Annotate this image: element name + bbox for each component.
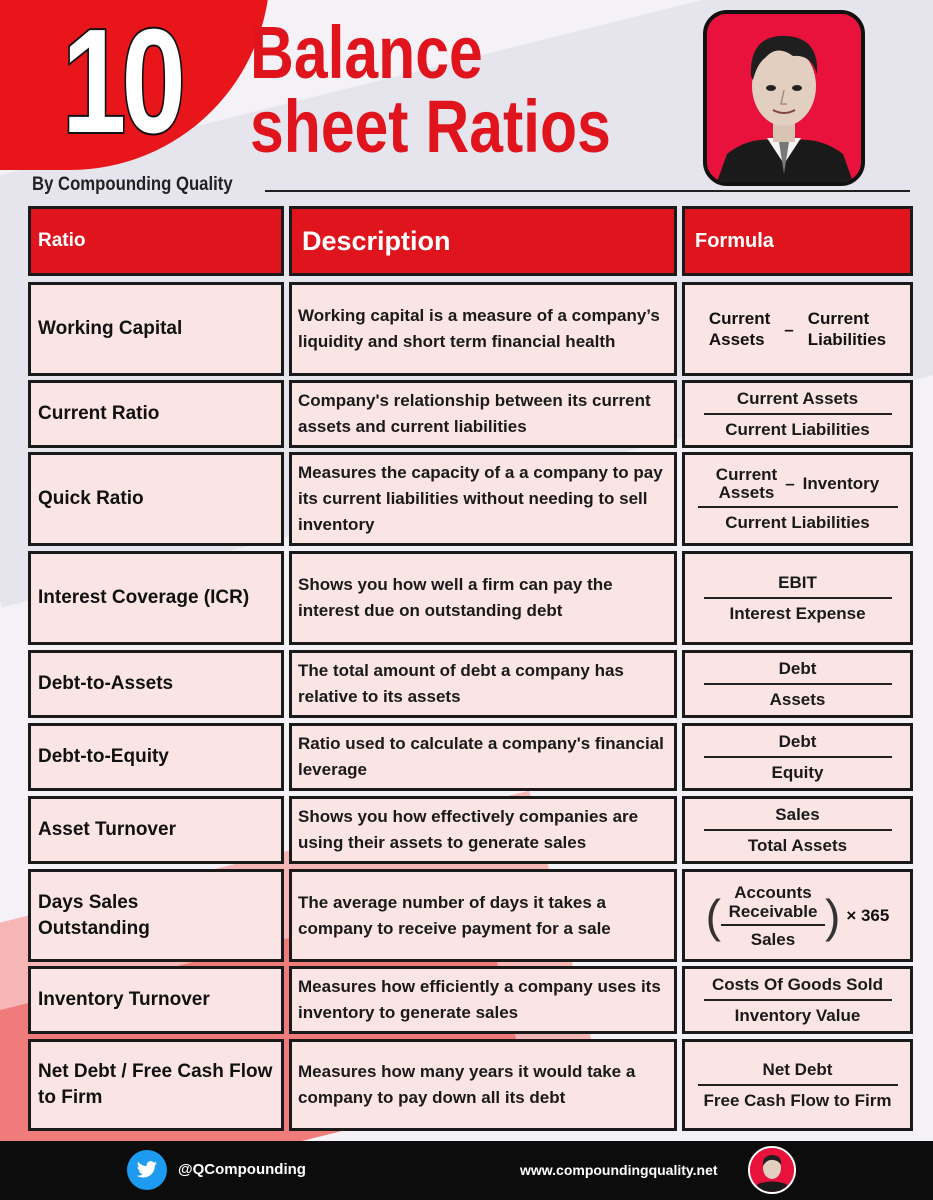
title-line-2: sheet Ratios bbox=[250, 85, 611, 168]
ratio-cell bbox=[28, 551, 284, 645]
formula-numerator: EBIT bbox=[778, 572, 817, 592]
ratio-name: Interest Coverage (ICR) bbox=[38, 587, 250, 608]
ratio-cell bbox=[28, 282, 284, 376]
formula-denominator: Total Assets bbox=[747, 835, 848, 855]
ratio-name: Inventory Turnover bbox=[38, 989, 210, 1010]
formula bbox=[706, 883, 890, 949]
description-text: Measures how many years it would take a company to pay down all its debt bbox=[298, 1062, 636, 1107]
formula-cell bbox=[682, 869, 913, 962]
table-header-row bbox=[28, 206, 913, 276]
formula-cell bbox=[682, 1039, 913, 1131]
formula-numerator: Costs Of Goods Sold bbox=[712, 974, 883, 994]
description-cell bbox=[289, 282, 677, 376]
description-text: Ratio used to calculate a company's financial leverage bbox=[298, 734, 664, 779]
formula-numerator: Current Assets bbox=[736, 388, 859, 408]
portrait-illustration bbox=[707, 14, 861, 182]
formula-denominator: Equity bbox=[771, 762, 824, 782]
ratio-name: Net Debt / Free Cash Flow to Firm bbox=[38, 1061, 273, 1108]
formula-term: Liabilities bbox=[807, 330, 887, 349]
ratio-cell bbox=[28, 452, 284, 546]
formula-numerator: Debt bbox=[778, 658, 817, 678]
formula-fraction bbox=[704, 805, 892, 856]
description-text: Working capital is a measure of a company’s liquidity and short term financial health bbox=[298, 306, 660, 351]
fraction-bar bbox=[704, 756, 892, 758]
paren-close: ) bbox=[824, 889, 841, 942]
fraction-bar bbox=[704, 413, 892, 415]
page-title bbox=[250, 11, 611, 168]
ratio-name: Working Capital bbox=[38, 318, 183, 339]
table-row bbox=[28, 452, 913, 546]
formula-cell bbox=[682, 723, 913, 791]
ratio-cell bbox=[28, 650, 284, 718]
column-header-formula: Formula bbox=[682, 206, 913, 276]
description-text: The average number of days it takes a company to receive payment for a sale bbox=[298, 892, 611, 938]
table-row bbox=[28, 551, 913, 645]
portrait-illustration bbox=[750, 1148, 794, 1192]
description-cell bbox=[289, 966, 677, 1034]
column-header-ratio: Ratio bbox=[28, 206, 284, 276]
formula-denominator: Inventory Value bbox=[734, 1005, 861, 1025]
formula-denominator: Interest Expense bbox=[729, 603, 866, 623]
description-cell bbox=[289, 796, 677, 864]
table-row bbox=[28, 1039, 913, 1131]
ratio-cell bbox=[28, 869, 284, 962]
formula-term: Current bbox=[807, 309, 870, 328]
fraction-bar bbox=[704, 683, 892, 685]
footer-bar bbox=[0, 1141, 933, 1200]
description-cell bbox=[289, 1039, 677, 1131]
fraction-bar bbox=[704, 829, 892, 831]
byline: By Compounding Quality bbox=[32, 174, 233, 195]
table-row bbox=[28, 650, 913, 718]
description-text: Measures the capacity of a a company to pay its current liabilities without needing to sell inventory bbox=[298, 463, 663, 534]
formula-numerator: Net Debt bbox=[762, 1059, 833, 1079]
formula-denominator: Current Liabilities bbox=[725, 419, 870, 439]
formula-numerator: Sales bbox=[775, 804, 820, 824]
ratio-name: Quick Ratio bbox=[38, 488, 144, 509]
description-text: Company's relationship between its current assets and current liabilities bbox=[298, 391, 651, 436]
formula-term: Assets bbox=[718, 482, 775, 502]
description-text: Measures how efficiently a company uses its inventory to generate sales bbox=[298, 977, 661, 1022]
formula-cell bbox=[682, 796, 913, 864]
formula-cell bbox=[682, 966, 913, 1034]
ratio-name: Asset Turnover bbox=[38, 819, 176, 840]
ratio-cell bbox=[28, 1039, 284, 1131]
fraction-bar bbox=[704, 597, 892, 599]
formula-term: Assets bbox=[708, 330, 765, 349]
ratio-name: Debt-to-Equity bbox=[38, 746, 169, 767]
description-cell bbox=[289, 650, 677, 718]
fraction-bar bbox=[704, 999, 892, 1001]
formula-cell bbox=[682, 282, 913, 376]
twitter-bird-icon bbox=[136, 1161, 158, 1179]
multiplier: × 365 bbox=[846, 905, 890, 925]
formula-numerator: Debt bbox=[778, 731, 817, 751]
table-row bbox=[28, 966, 913, 1034]
footer-avatar bbox=[748, 1146, 796, 1194]
title-number: 10 bbox=[62, 0, 182, 164]
formula-denominator: Sales bbox=[750, 929, 796, 949]
divider bbox=[265, 190, 910, 192]
description-cell bbox=[289, 551, 677, 645]
formula-numerator: Receivable bbox=[728, 901, 818, 921]
minus-operator: – bbox=[784, 319, 794, 339]
table-row bbox=[28, 723, 913, 791]
formula-cell bbox=[682, 452, 913, 546]
description-text: Shows you how well a firm can pay the interest due on outstanding debt bbox=[298, 575, 613, 620]
title-line-1: Balance bbox=[250, 11, 483, 94]
formula-denominator: Free Cash Flow to Firm bbox=[703, 1090, 892, 1110]
formula-fraction bbox=[698, 1060, 898, 1111]
formula-cell bbox=[682, 380, 913, 448]
formula-cell bbox=[682, 551, 913, 645]
website-link[interactable]: www.compoundingquality.net bbox=[520, 1162, 718, 1178]
ratio-name: Days Sales Outstanding bbox=[38, 891, 150, 939]
formula-term: Current bbox=[708, 309, 771, 328]
description-text: Shows you how effectively companies are using their assets to generate sales bbox=[298, 807, 639, 852]
ratio-cell bbox=[28, 966, 284, 1034]
formula-fraction bbox=[698, 466, 898, 533]
twitter-bird-icon[interactable] bbox=[127, 1150, 167, 1190]
ratio-name: Debt-to-Assets bbox=[38, 673, 174, 694]
formula bbox=[709, 308, 886, 350]
ratio-name: Current Ratio bbox=[38, 403, 160, 424]
table-row bbox=[28, 796, 913, 864]
fraction-bar bbox=[698, 506, 898, 508]
formula-denominator: Current Liabilities bbox=[725, 512, 870, 532]
paren-open: ( bbox=[705, 889, 721, 942]
author-portrait bbox=[703, 10, 865, 186]
formula-fraction bbox=[704, 975, 892, 1026]
formula-term: Inventory bbox=[802, 473, 880, 493]
ratio-cell bbox=[28, 796, 284, 864]
fraction-bar bbox=[698, 1084, 898, 1086]
formula-numerator: Accounts bbox=[734, 882, 812, 902]
ratio-cell bbox=[28, 380, 284, 448]
minus-operator: – bbox=[785, 473, 795, 493]
formula-fraction bbox=[704, 732, 892, 783]
column-header-description: Description bbox=[289, 206, 677, 276]
table-row bbox=[28, 380, 913, 448]
formula-fraction bbox=[704, 389, 892, 440]
description-cell bbox=[289, 452, 677, 546]
formula-numerator bbox=[716, 466, 879, 502]
twitter-handle-link[interactable]: @QCompounding bbox=[178, 1161, 306, 1178]
table-row bbox=[28, 869, 913, 962]
description-cell bbox=[289, 869, 677, 962]
description-text: The total amount of debt a company has relative to its assets bbox=[298, 661, 624, 706]
formula-term: Current bbox=[715, 464, 778, 484]
description-cell bbox=[289, 380, 677, 448]
formula-fraction bbox=[721, 883, 825, 949]
ratio-cell bbox=[28, 723, 284, 791]
table-row bbox=[28, 282, 913, 376]
fraction-bar bbox=[721, 924, 825, 926]
formula-denominator: Assets bbox=[769, 689, 826, 709]
formula-fraction bbox=[704, 659, 892, 710]
formula-cell bbox=[682, 650, 913, 718]
formula-fraction bbox=[704, 573, 892, 624]
description-cell bbox=[289, 723, 677, 791]
